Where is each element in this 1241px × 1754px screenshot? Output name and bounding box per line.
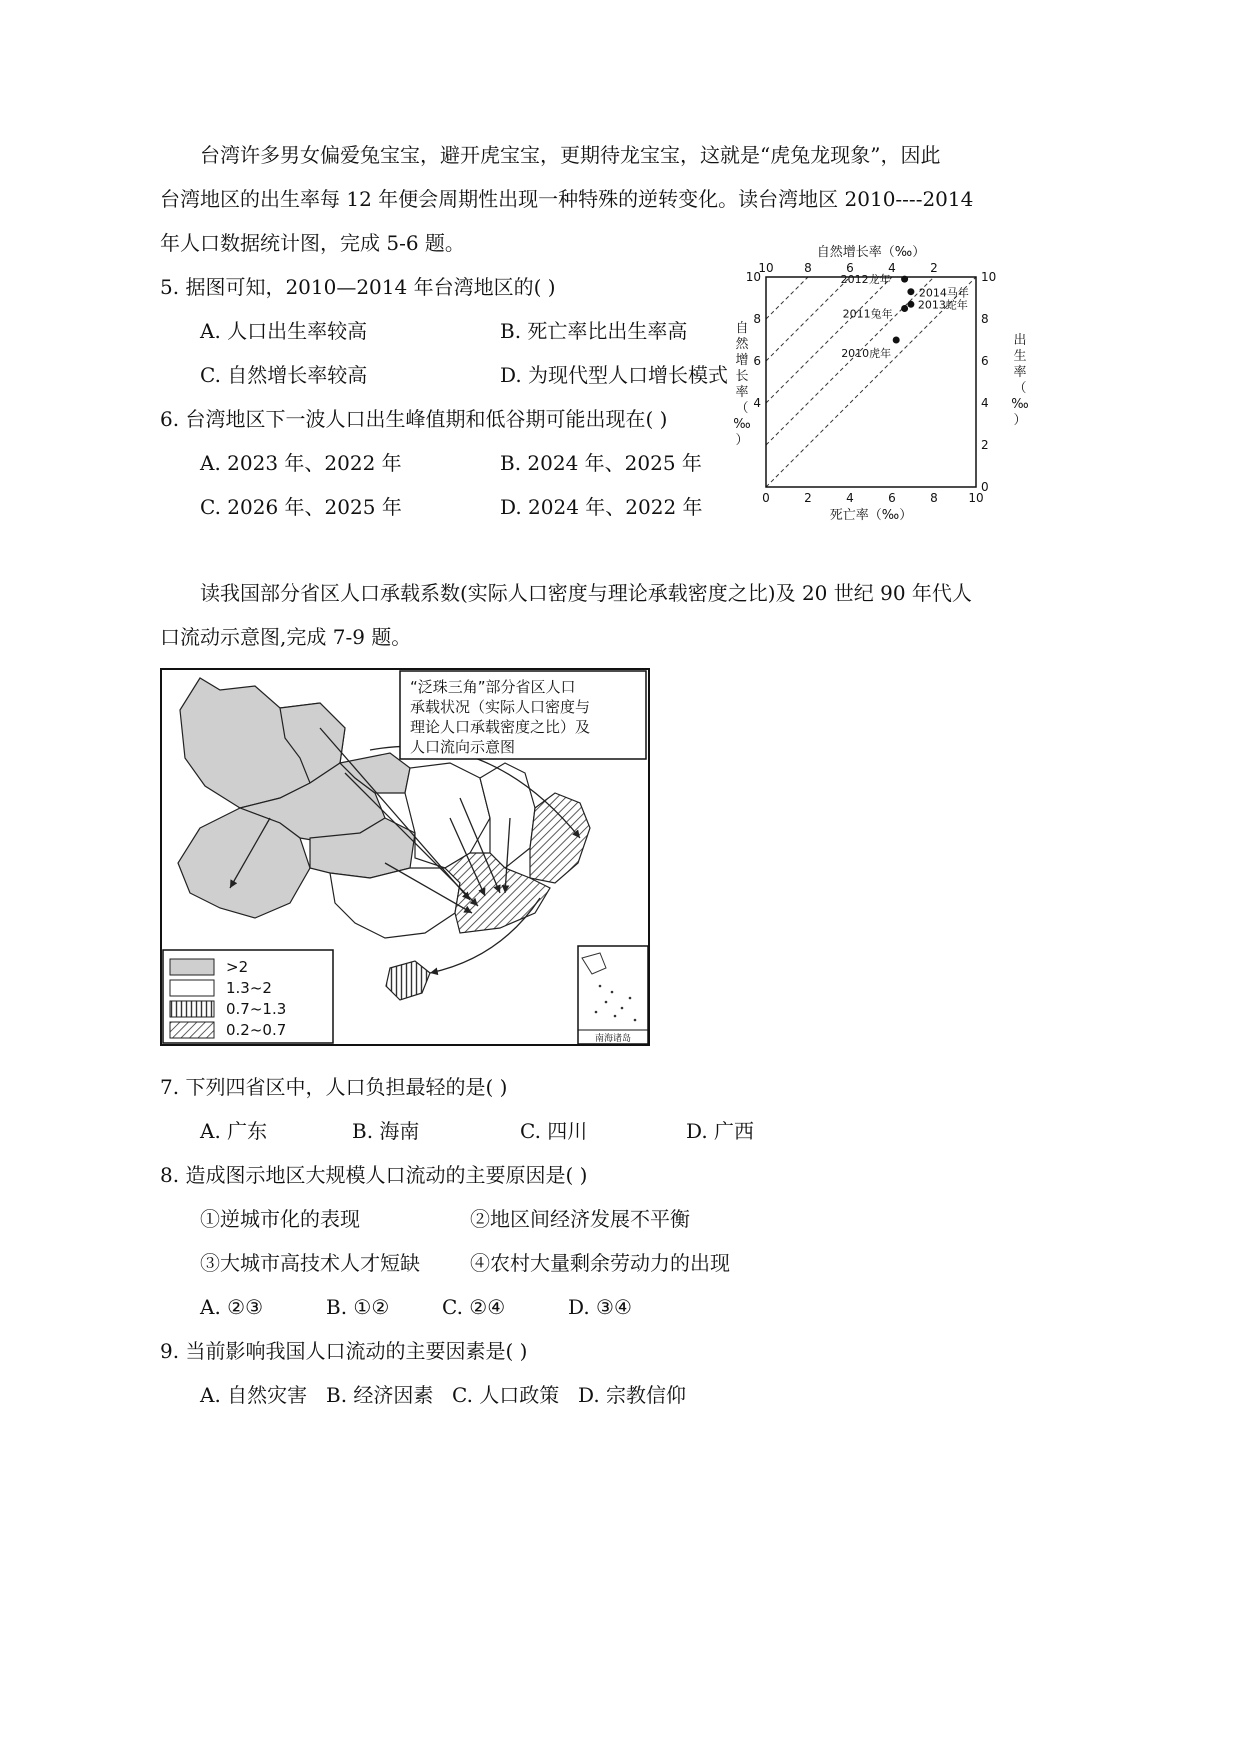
map-title-line-2: 承载状况（实际人口密度与: [410, 698, 591, 716]
axis-label-char: ‰: [733, 417, 751, 432]
q9-stem: 9. 当前影响我国人口流动的主要因素是( ): [160, 1339, 528, 1363]
axis-label-char: 率: [1013, 365, 1027, 380]
data-point-label: 2013蛇年: [917, 298, 968, 312]
y-right-tick-label: 10: [981, 270, 997, 284]
q8-option-d: D. ③④: [568, 1295, 632, 1319]
x-tick-label: 8: [930, 491, 938, 505]
axis-label-char: ）: [1013, 413, 1027, 428]
q9-option-a: A. 自然灾害: [200, 1383, 308, 1407]
data-point: [901, 305, 908, 312]
y-left-tick-label: 4: [753, 396, 761, 410]
intro1-line-3: 年人口数据统计图，完成 5-6 题。: [160, 231, 465, 255]
q6-option-d: D. 2024 年、2022 年: [500, 495, 703, 519]
inset-label: 南海诸岛: [594, 1034, 632, 1044]
axis-label-char: （: [735, 401, 749, 416]
q9-option-d: D. 宗教信仰: [578, 1383, 687, 1407]
intro1-line-1: 台湾许多男女偏爱兔宝宝，避开虎宝宝，更期待龙宝宝，这就是“虎兔龙现象”，因此: [200, 143, 941, 167]
q6-option-c: C. 2026 年、2025 年: [200, 495, 402, 519]
map-title-line-1: “泛珠三角”部分省区人口: [410, 678, 576, 696]
y-left-tick-label: 10: [745, 270, 761, 284]
natural-growth-line-4: [766, 277, 892, 403]
top-tick-label: 6: [846, 261, 854, 275]
data-point-label: 2011兔年: [842, 307, 893, 321]
axis-label-char: 生: [1013, 349, 1027, 364]
axis-label-char: 增: [735, 353, 749, 368]
intro1-line-2: 台湾地区的出生率每 12 年便会周期性出现一种特殊的逆转变化。读台湾地区 2010----2014: [160, 187, 974, 211]
q7-option-c: C. 四川: [520, 1119, 588, 1143]
population-chart: [730, 240, 1030, 530]
q8-option-b: B. ①②: [326, 1295, 390, 1319]
q6-option-b: B. 2024 年、2025 年: [500, 451, 702, 475]
map-title-line-4: 人口流向示意图: [410, 738, 516, 756]
x-tick-label: 2: [804, 491, 812, 505]
q7-option-b: B. 海南: [352, 1119, 420, 1143]
x-tick-label: 0: [762, 491, 770, 505]
data-point: [907, 301, 914, 308]
q8-item-2: ②地区间经济发展不平衡: [470, 1207, 690, 1231]
population-flow-map: [160, 668, 650, 1048]
q8-item-3: ③大城市高技术人才短缺: [200, 1251, 420, 1275]
natural-growth-line-6: [766, 277, 850, 361]
top-tick-label: 4: [888, 261, 896, 275]
legend-label-3: 0.7~1.3: [226, 1000, 287, 1018]
q9-option-b: B. 经济因素: [326, 1383, 434, 1407]
map-title-line-3: 理论人口承载密度之比）及: [410, 718, 591, 736]
q5-option-a: A. 人口出生率较高: [200, 319, 368, 343]
legend-label-4: 0.2~0.7: [226, 1021, 287, 1039]
x-tick-label: 6: [888, 491, 896, 505]
axis-label-char: 自: [735, 321, 749, 336]
axis-label-char: 率: [735, 385, 749, 400]
chart-top-axis-label: 自然增长率（‰）: [816, 245, 926, 260]
q5-option-c: C. 自然增长率较高: [200, 363, 368, 387]
intro2-line-1: 读我国部分省区人口承载系数(实际人口密度与理论承载密度之比)及 20 世纪 90 年代人: [200, 581, 972, 605]
q5-option-d: D. 为现代型人口增长模式: [500, 363, 729, 387]
legend-swatch-gt2: [170, 959, 214, 975]
axis-label-char: 出: [1013, 333, 1027, 348]
y-left-tick-label: 8: [753, 312, 761, 326]
data-point: [901, 276, 908, 283]
top-tick-label: 10: [758, 261, 774, 275]
y-right-tick-label: 0: [981, 480, 989, 494]
data-point: [907, 288, 914, 295]
legend-label-1: >2: [226, 958, 249, 976]
y-right-tick-label: 4: [981, 396, 989, 410]
top-tick-label: 2: [930, 261, 938, 275]
y-left-tick-label: 6: [753, 354, 761, 368]
axis-label-char: 长: [735, 369, 749, 384]
q6-option-a: A. 2023 年、2022 年: [200, 451, 402, 475]
x-tick-label: 4: [846, 491, 854, 505]
legend-swatch-1-3-2: [170, 980, 214, 996]
y-right-tick-label: 6: [981, 354, 989, 368]
natural-growth-line-8: [766, 277, 808, 319]
y-right-tick-label: 8: [981, 312, 989, 326]
q8-option-a: A. ②③: [200, 1295, 264, 1319]
data-point-label: 2012龙年: [840, 273, 891, 287]
data-point-label: 2014马年: [918, 286, 969, 300]
y-right-tick-label: 2: [981, 438, 989, 452]
chart-y-axis-label-right: [1011, 332, 1028, 428]
top-tick-label: 8: [804, 261, 812, 275]
data-point: [893, 337, 900, 344]
q7-option-d: D. 广西: [686, 1119, 755, 1143]
axis-label-char: ）: [735, 433, 749, 448]
axis-label-char: ‰: [1011, 397, 1029, 412]
inset-map-box: [578, 946, 648, 1044]
q8-item-1: ①逆城市化的表现: [200, 1207, 360, 1231]
q9-option-c: C. 人口政策: [452, 1383, 560, 1407]
legend-label-2: 1.3~2: [226, 979, 272, 997]
x-tick-label: 10: [968, 491, 984, 505]
q5-option-b: B. 死亡率比出生率高: [500, 319, 688, 343]
q6-stem: 6. 台湾地区下一波人口出生峰值期和低谷期可能出现在( ): [160, 407, 668, 431]
q8-item-4: ④农村大量剩余劳动力的出现: [470, 1251, 730, 1275]
axis-label-char: 然: [735, 337, 749, 352]
q8-stem: 8. 造成图示地区大规模人口流动的主要原因是( ): [160, 1163, 588, 1187]
chart-x-axis-label: 死亡率（‰）: [829, 508, 913, 523]
axis-label-char: （: [1013, 381, 1027, 396]
legend-swatch-0-2-0-7: [170, 1022, 214, 1038]
legend-swatch-0-7-1-3: [170, 1001, 214, 1017]
q7-option-a: A. 广东: [200, 1119, 268, 1143]
q5-stem: 5. 据图可知，2010—2014 年台湾地区的( ): [160, 275, 556, 299]
chart-y-axis-label-left: [733, 321, 750, 448]
intro2-line-2: 口流动示意图,完成 7-9 题。: [160, 625, 412, 649]
q7-stem: 7. 下列四省区中，人口负担最轻的是( ): [160, 1075, 508, 1099]
data-point-label: 2010虎年: [841, 347, 892, 360]
q8-option-c: C. ②④: [442, 1295, 506, 1319]
